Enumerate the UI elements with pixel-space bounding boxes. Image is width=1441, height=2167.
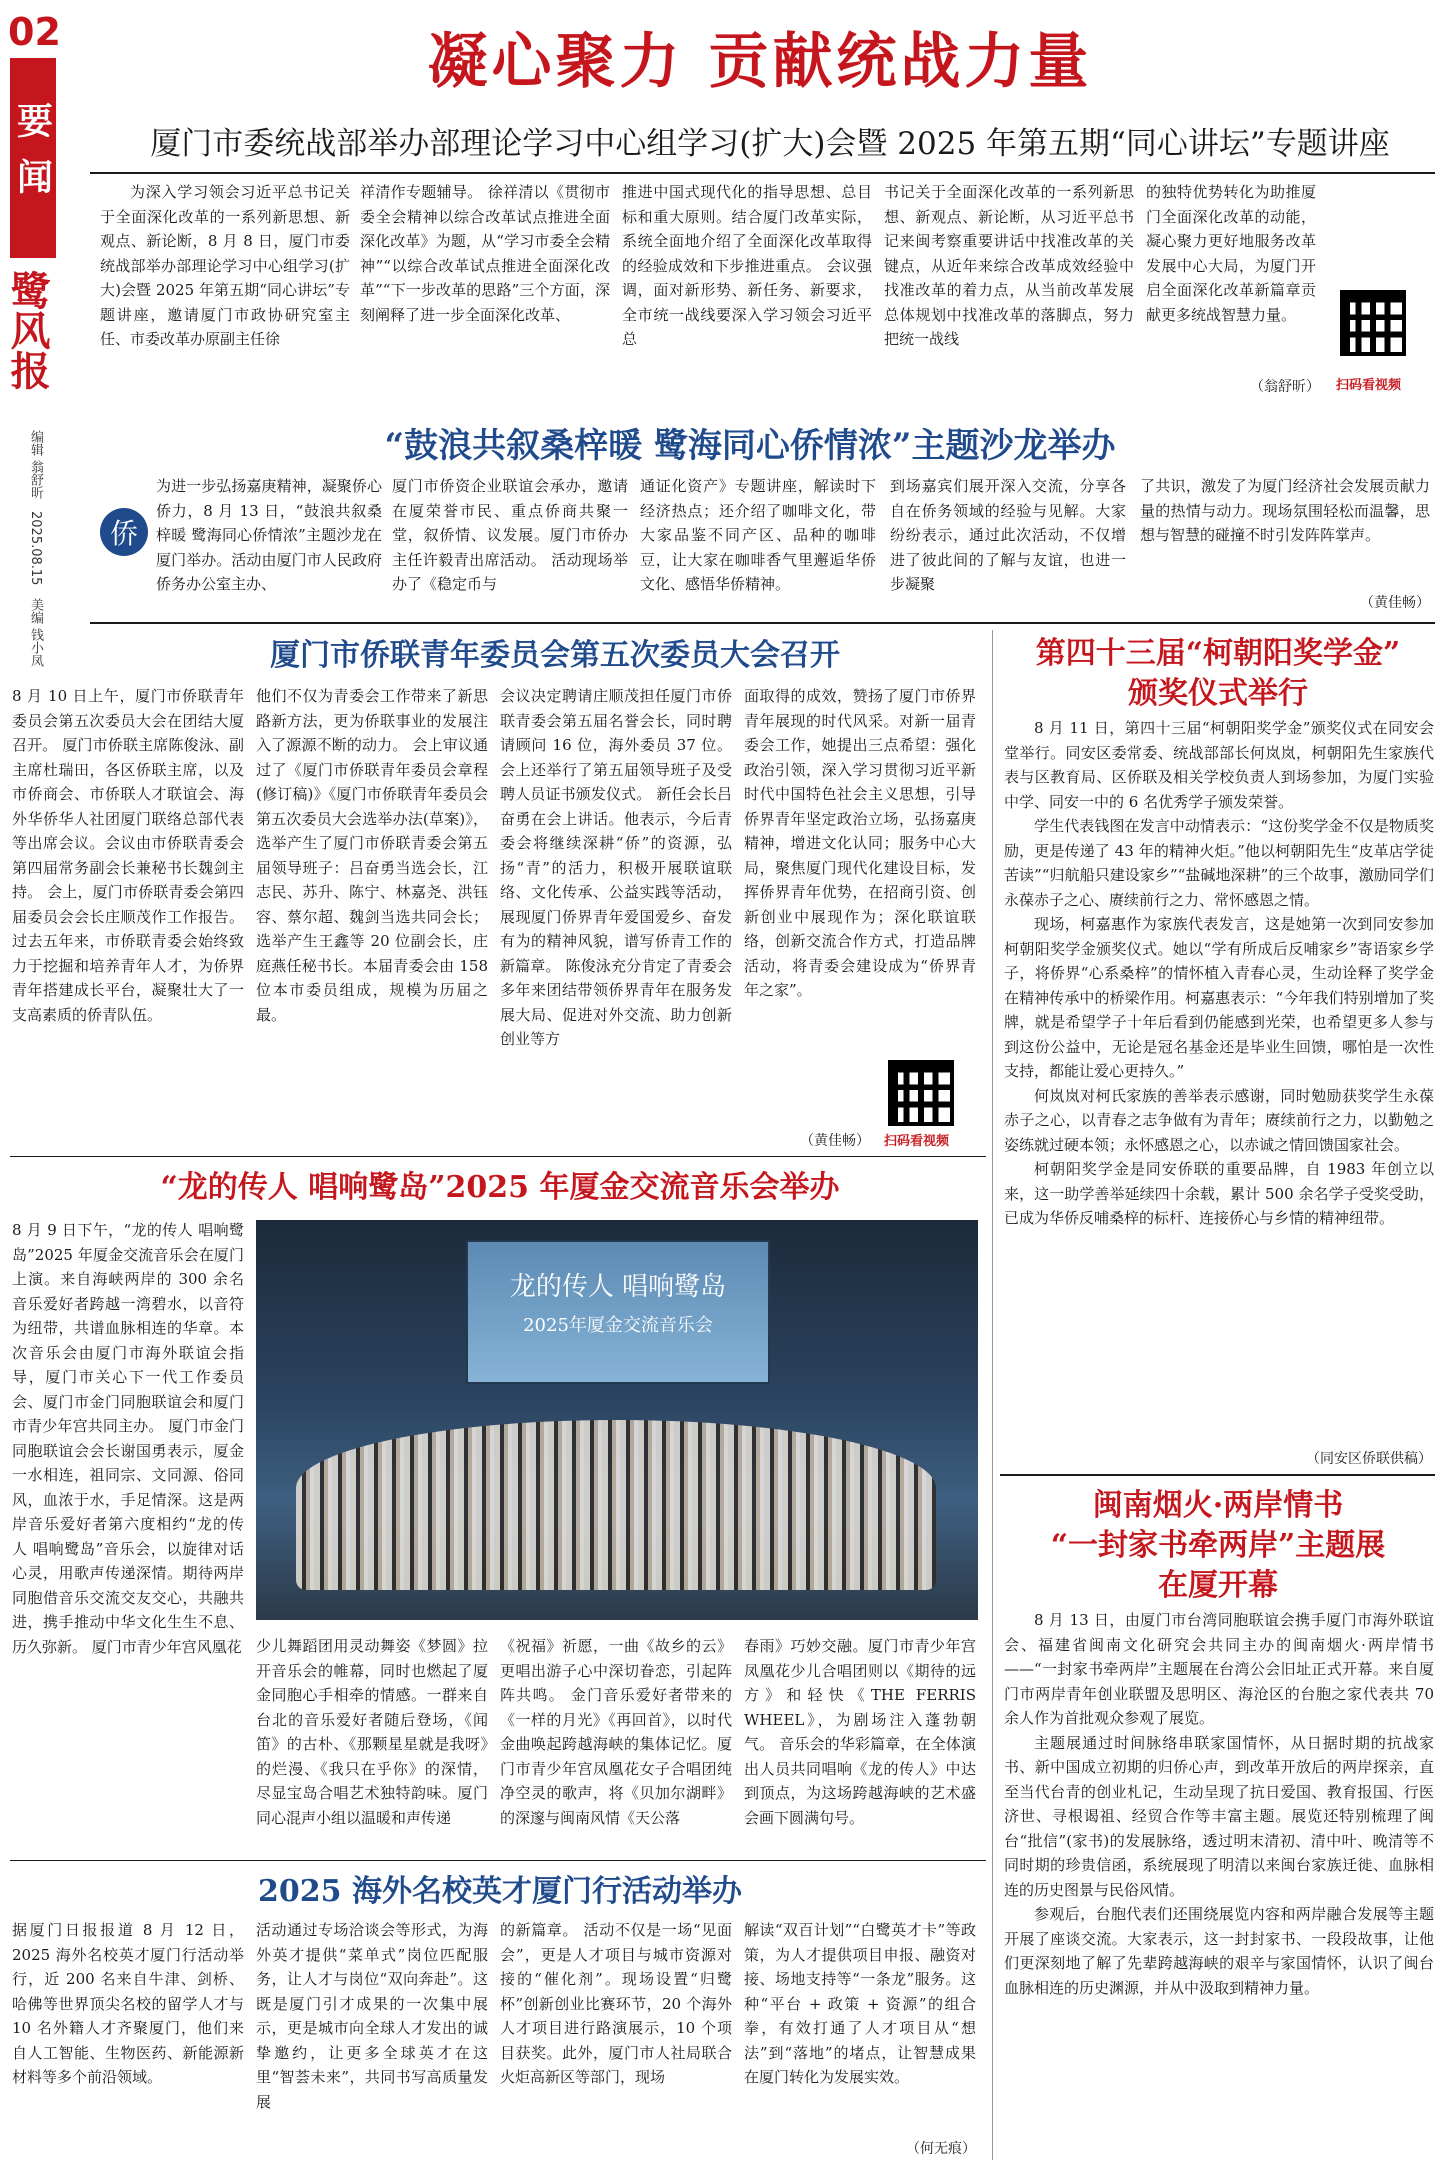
youth-headline: 厦门市侨联青年委员会第五次委员大会召开	[270, 638, 840, 673]
youth-col-1: 8 月 10 日上午，厦门市侨联青年委员会第五次委员大会在团结大厦召开。 厦门市侨联主席陈俊泳、副主席杜瑞田，各区侨联主席，以及市侨商会、市侨联人才联谊会、海外华侨华人社团厦门联络总部代表等出席会议。会议由市侨联青委会第四届常务副会长兼秘书长魏剑主持。 会上，厦门市侨联青委会第四届委员会会长庄顺茂作工作报告。过去五年来，市侨联青委会始终致力于挖掘和培养青年人才，为侨界青年搭建成长平台，凝聚壮大了一支高素质的侨青队伍。	[12, 687, 244, 1024]
page-number: 02	[8, 10, 61, 54]
award-headline-1: 第四十三届“柯朝阳奖学金”	[1035, 636, 1401, 671]
photo-crowd	[296, 1420, 936, 1590]
concert-photo	[256, 1220, 978, 1620]
family-body	[1004, 1608, 1434, 2160]
award-para-1: 8 月 11 日，第四十三届“柯朝阳奖学金”颁奖仪式在同安会堂举行。同安区委常委、统战部部长何岚岚，柯朝阳先生家族代表与区教育局、区侨联及相关学校负责人到场参加，为厦门实验中学、同安一中的 6 名优秀学子颁发荣誉。	[1004, 719, 1434, 811]
concert-col-2: 少儿舞蹈团用灵动舞姿《梦圆》拉开音乐会的帷幕，同时也燃起了厦金同胞心手相牵的情感。一群来自台北的音乐爱好者随后登场，《闻笛》的古朴、《那颗星星就是我呀》的烂漫、《我只在乎你》的深情，尽显宝岛合唱艺术独特韵味。厦门同心混声小组以温暖和声传递	[256, 1637, 488, 1827]
award-body	[1004, 716, 1434, 1446]
youth-credit: （黄佳畅）	[800, 1133, 870, 1149]
award-para-2: 学生代表钱图在发言中动情表示：“这份奖学金不仅是物质奖励，更是传递了 43 年的精神火炬。”他以柯朝阳先生“皮革店学徒苦读”“归航船只建设家乡”“盐碱地深耕”的三个故事，激励同学们永葆赤子之心、赓续前行之力、常怀感恩之情。	[1004, 817, 1434, 909]
family-para-2: 主题展通过时间脉络串联家国情怀，从日据时期的抗战家书、新中国成立初期的归侨心声，到改革开放后的两岸探亲，直至当代台青的创业札记，生动呈现了抗日爱国、教育报国、行医济世、寻根谒祖、经贸合作等丰富主题。展览还特别梳理了闽台“批信”(家书)的发展脉络，透过明末清初、清中叶、晚清等不同时期的珍贵信函，系统展现了明清以来闽台家族迁徙、血脉相连的历史图景与民俗风情。	[1004, 1733, 1434, 1899]
youth-qr-label: 扫码看视频	[884, 1134, 950, 1149]
lead-qr-label: 扫码看视频	[1336, 378, 1402, 393]
talent-headline: 2025 海外名校英才厦门行活动举办	[258, 1874, 742, 1909]
talent-col-2: 活动通过专场洽谈会等形式，为海外英才提供“菜单式”岗位匹配服务，让人才与岗位“双向奔赴”。这既是厦门引才成果的一次集中展示，更是城市向全球人才发出的诚挚邀约，让更多全球英才在这里“智荟未来”，共同书写高质量发展	[256, 1921, 488, 2111]
lead-subtitle: 厦门市委统战部举办部理论学习中心组学习(扩大)会暨 2025 年第五期“同心讲坛”专题讲座	[150, 126, 1390, 162]
lead-headline: 凝心聚力 贡献统战力量	[427, 27, 1093, 97]
photo-banner-1: 龙的传人 唱响鹭岛	[509, 1272, 727, 1302]
talent-col-4: 解读“双百计划”“白鹭英才卡”等政策，为人才提供项目申报、融资对接、场地支持等“一条龙”服务。这种“平台 + 政策 + 资源”的组合拳，有效打通了人才项目从“想法”到“落地”的堵点，让智慧成果在厦门转化为发展实效。	[744, 1921, 976, 2086]
family-headline-2: “一封家书牵两岸”主题展	[1050, 1528, 1386, 1563]
concert-col-3: 《祝福》祈愿，一曲《故乡的云》更唱出游子心中深切眷恋，引起阵阵共鸣。 金门音乐爱好者带来的《一样的月光》《再回首》，以时代金曲唤起跨越海峡的集体记忆。厦门市青少年宫凤凰花女子合唱团纯净空灵的歌声，将《贝加尔湖畔》的深邃与闽南风情《天公落	[500, 1637, 732, 1827]
youth-qr-code[interactable]	[888, 1060, 954, 1126]
youth-col-2: 他们不仅为青委会工作带来了新思路新方法，更为侨联事业的发展注入了源源不断的动力。 会上审议通过了《厦门市侨联青年委员会章程(修订稿)》《厦门市侨联青年委员会第五次委员大会选举办法(草案)》，选举产生了厦门市侨联青委会第五届领导班子：吕奋勇当选会长，江志民、苏升、陈宁、林嘉尧、洪钰容、蔡尔超、魏剑当选共同会长；选举产生王鑫等 20 位副会长，庄庭燕任秘书长。本届青委会由 158 位本市委员组成，规模为历届之最。	[256, 687, 488, 1024]
paper-logo: 鹭风报	[4, 270, 51, 390]
salon-icon: 侨	[100, 508, 148, 556]
salon-col-3: 通证化资产》专题讲座，解读时下经济热点；还介绍了咖啡文化，带大家品鉴不同产区、品种的咖啡豆，让大家在咖啡香气里邂逅华侨文化、感悟华侨精神。	[640, 477, 876, 593]
award-headline-2: 颁奖仪式举行	[1128, 676, 1308, 711]
salon-credit: （黄佳畅）	[1360, 595, 1430, 611]
editor-name: 编辑 翁舒昕	[28, 430, 43, 500]
talent-credit: （何无痕）	[906, 2141, 976, 2157]
youth-col-3: 会议决定聘请庄顺茂担任厦门市侨联青委会第五届名誉会长，同时聘请顾问 16 位，海外委员 37 位。会上还举行了第五届领导班子及受聘人员证书颁发仪式。 新任会长吕奋勇在会上讲话。他表示，今后青委会将继续深耕“侨”的资源，弘扬“青”的活力，积极开展联谊联络、文化传承、公益实践等活动，展现厦门侨界青年爱国爱乡、奋发有为的精神风貌，谱写侨青工作的新篇章。 陈俊泳充分肯定了青委会多年来团结带领侨界青年在服务发展大局、促进对外交流、助力创新创业等方	[500, 687, 732, 1048]
salon-headline: “鼓浪共叙桑梓暖 鹭海同心侨情浓”主题沙龙举办	[384, 426, 1116, 466]
lead-col-4: 书记关于全面深化改革的一系列新思想、新观点、新论断，从习近平总书记来闽考察重要讲话中找准改革的关键点，从近年来综合改革成效经验中找准改革的着力点，从当前改革发展总体规划中找准改革的落脚点，努力把统一战线	[884, 183, 1134, 348]
lead-col-2: 祥清作专题辅导。 徐祥清以《贯彻市委全会精神以综合改革试点推进全面深化改革》为题，从“学习市委全会精神”“以综合改革试点推进全面深化改革”“下一步改革的思路”三个方面，深刻阐释了进一步全面深化改革、	[360, 183, 610, 324]
family-headline-1: 闽南烟火·两岸情书	[1092, 1488, 1344, 1523]
concert-headline: “龙的传人 唱响鹭岛”2025 年厦金交流音乐会举办	[160, 1170, 840, 1205]
youth-col-4: 面取得的成效，赞扬了厦门市侨界青年展现的时代风采。对新一届青委会工作，她提出三点希望：强化政治引领，深入学习贯彻习近平新时代中国特色社会主义思想，引导侨界青年坚定政治立场，弘扬嘉庚精神，增进文化认同；服务中心大局，聚焦厦门现代化建设目标，发挥侨界青年优势，在招商引资、创新创业中展现作为；深化联谊联络，创新交流合作方式，打造品牌活动，将青委会建设成为“侨界青年之家”。	[744, 687, 976, 999]
photo-banner-2: 2025年厦金交流音乐会	[523, 1315, 713, 1336]
lead-col-3: 推进中国式现代化的指导思想、总目标和重大原则。结合厦门改革实际，系统全面地介绍了全面深化改革取得的经验成效和下步推进重点。 会议强调，面对新形势、新任务、新要求，全市统一战线要深入学习领会习近平总	[622, 183, 872, 348]
issue-date: 2025.08.15	[28, 511, 43, 586]
award-para-5: 柯朝阳奖学金是同安侨联的重要品牌，自 1983 年创立以来，这一助学善举延续四十余载，累计 500 余名学子受奖受助，已成为华侨反哺桑梓的标杆、连接侨心与乡情的精神纽带。	[1004, 1160, 1434, 1227]
section-tab	[10, 58, 56, 258]
family-headline-3: 在厦开幕	[1158, 1568, 1278, 1603]
talent-col-3: 的新篇章。 活动不仅是一场“见面会”，更是人才项目与城市资源对接的“催化剂”。现场设置“归鹭杯”创新创业比赛环节，20 个海外人才项目进行路演展示，10 个项目获奖。此外，厦门市人社局联合火炬高新区等部门，现场	[500, 1921, 732, 2086]
lead-col-1: 为深入学习领会习近平总书记关于全面深化改革的一系列新思想、新观点、新论断，8 月 8 日，厦门市委统战部举办部理论学习中心组学习(扩大)会暨 2025 年第五期“同心讲坛”专题讲座，邀请厦门市政协研究室主任、市委改革办原副主任徐	[100, 183, 350, 348]
award-para-3: 现场，柯嘉惠作为家族代表发言，这是她第一次到同安参加柯朝阳奖学金颁奖仪式。她以“学有所成后反哺家乡”寄语家乡学子，将侨界“心系桑梓”的情怀植入青春心灵，生动诠释了奖学金在精神传承中的桥梁作用。柯嘉惠表示：“今年我们特别增加了奖牌，就是希望学子十年后看到仍能感到光荣，也希望更多人参与到这份公益中，无论是冠名基金还是毕业生回馈，哪怕是一次性支持，都能让爱心更持久。”	[1004, 915, 1434, 1080]
salon-col-4: 到场嘉宾们展开深入交流，分享各自在侨务领域的经验与见解。大家纷纷表示，通过此次活动，不仅增进了彼此间的了解与友谊，也进一步凝聚	[890, 477, 1126, 593]
lead-qr-code[interactable]	[1340, 290, 1406, 356]
salon-col-5: 了共识，激发了为厦门经济社会发展贡献力量的热情与动力。现场氛围轻松而温馨，思想与智慧的碰撞不时引发阵阵掌声。	[1140, 477, 1430, 544]
salon-col-1: 为进一步弘扬嘉庚精神，凝聚侨心侨力，8 月 13 日，“鼓浪共叙桑梓暖 鹭海同心侨情浓”主题沙龙在厦门举办。活动由厦门市人民政府侨务办公室主办、	[156, 477, 382, 593]
talent-col-1: 据厦门日报报道 8 月 12 日，2025 海外名校英才厦门行活动举行，近 200 名来自牛津、剑桥、哈佛等世界顶尖名校的留学人才与 10 名外籍人才齐聚厦门，他们来自人工智能、生物医药、新能源新材料等多个前沿领域。	[12, 1921, 244, 2086]
photo-stage-screen	[466, 1240, 770, 1384]
section-label: 要闻	[11, 102, 54, 214]
family-para-3: 参观后，台胞代表们还围绕展览内容和两岸融合发展等主题开展了座谈交流。大家表示，这一封封家书、一段段故事，让他们更深刻地了解了先辈跨越海峡的艰辛与家国情怀，认识了闽台血脉相连的历史渊源，并从中汲取到精神力量。	[1004, 1905, 1434, 1997]
concert-left-col: 8 月 9 日下午，“龙的传人 唱响鹭岛”2025 年厦金交流音乐会在厦门上演。来自海峡两岸的 300 余名音乐爱好者跨越一湾碧水，以音符为纽带，共谱血脉相连的华章。本次音乐会由厦门市海外联谊会指导，厦门市关心下一代工作委员会、厦门市金门同胞联谊会和厦门市青少年宫共同主办。 厦门市金门同胞联谊会会长谢国勇表示，厦金一水相连，祖同宗、文同源、俗同风，血浓于水，手足情深。这是两岸音乐爱好者第六度相约“龙的传人 唱响鹭岛”音乐会，以旋律对话心灵，用歌声传递深情。期待两岸同胞借音乐交流交友交心，共融共进，携手推动中华文化生生不息、历久弥新。 厦门市青少年宫风凰花	[12, 1221, 244, 1656]
award-para-4: 何岚岚对柯氏家族的善举表示感谢，同时勉励获奖学生永葆赤子之心，以青春之志争做有为青年；赓续前行之力，以勤勉之姿练就过硬本领；永怀感恩之心，以赤诚之情回馈国家社会。	[1004, 1086, 1434, 1154]
concert-col-4: 春雨》巧妙交融。厦门市青少年宫凤凰花少儿合唱团则以《期待的远方》和轻快《THE FERRIS WHEEL》，为剧场注入蓬勃朝气。 音乐会的华彩篇章，在全体演出人员共同唱响《龙的传人》中达到顶点，为这场跨越海峡的艺术盛会画下圆满句号。	[744, 1637, 976, 1827]
lead-col-5: 的独特优势转化为助推厦门全面深化改革的动能，凝心聚力更好地服务改革发展中心大局，为厦门开启全面深化改革新篇章贡献更多统战智慧力量。	[1146, 183, 1316, 324]
editor-info	[26, 430, 44, 667]
salon-col-2: 厦门市侨资企业联谊会承办，邀请在厦荣誉市民、重点侨商共聚一堂，叙侨情、议发展。厦门市侨办主任许毅青出席活动。 活动现场举办了《稳定币与	[392, 477, 628, 593]
art-editor: 美编 钱小凤	[28, 597, 43, 667]
award-credit: （同安区侨联供稿）	[1306, 1451, 1432, 1467]
family-para-1: 8 月 13 日，由厦门市台湾同胞联谊会携手厦门市海外联谊会、福建省闽南文化研究会共同主办的闽南烟火·两岸情书——“一封家书牵两岸”主题展在台湾公会旧址正式开幕。来自厦门市两岸青年创业联盟及思明区、海沧区的台胞之家代表共 70 余人作为首批观众参观了展览。	[1004, 1611, 1434, 1727]
lead-credit: （翁舒昕）	[1250, 379, 1320, 395]
